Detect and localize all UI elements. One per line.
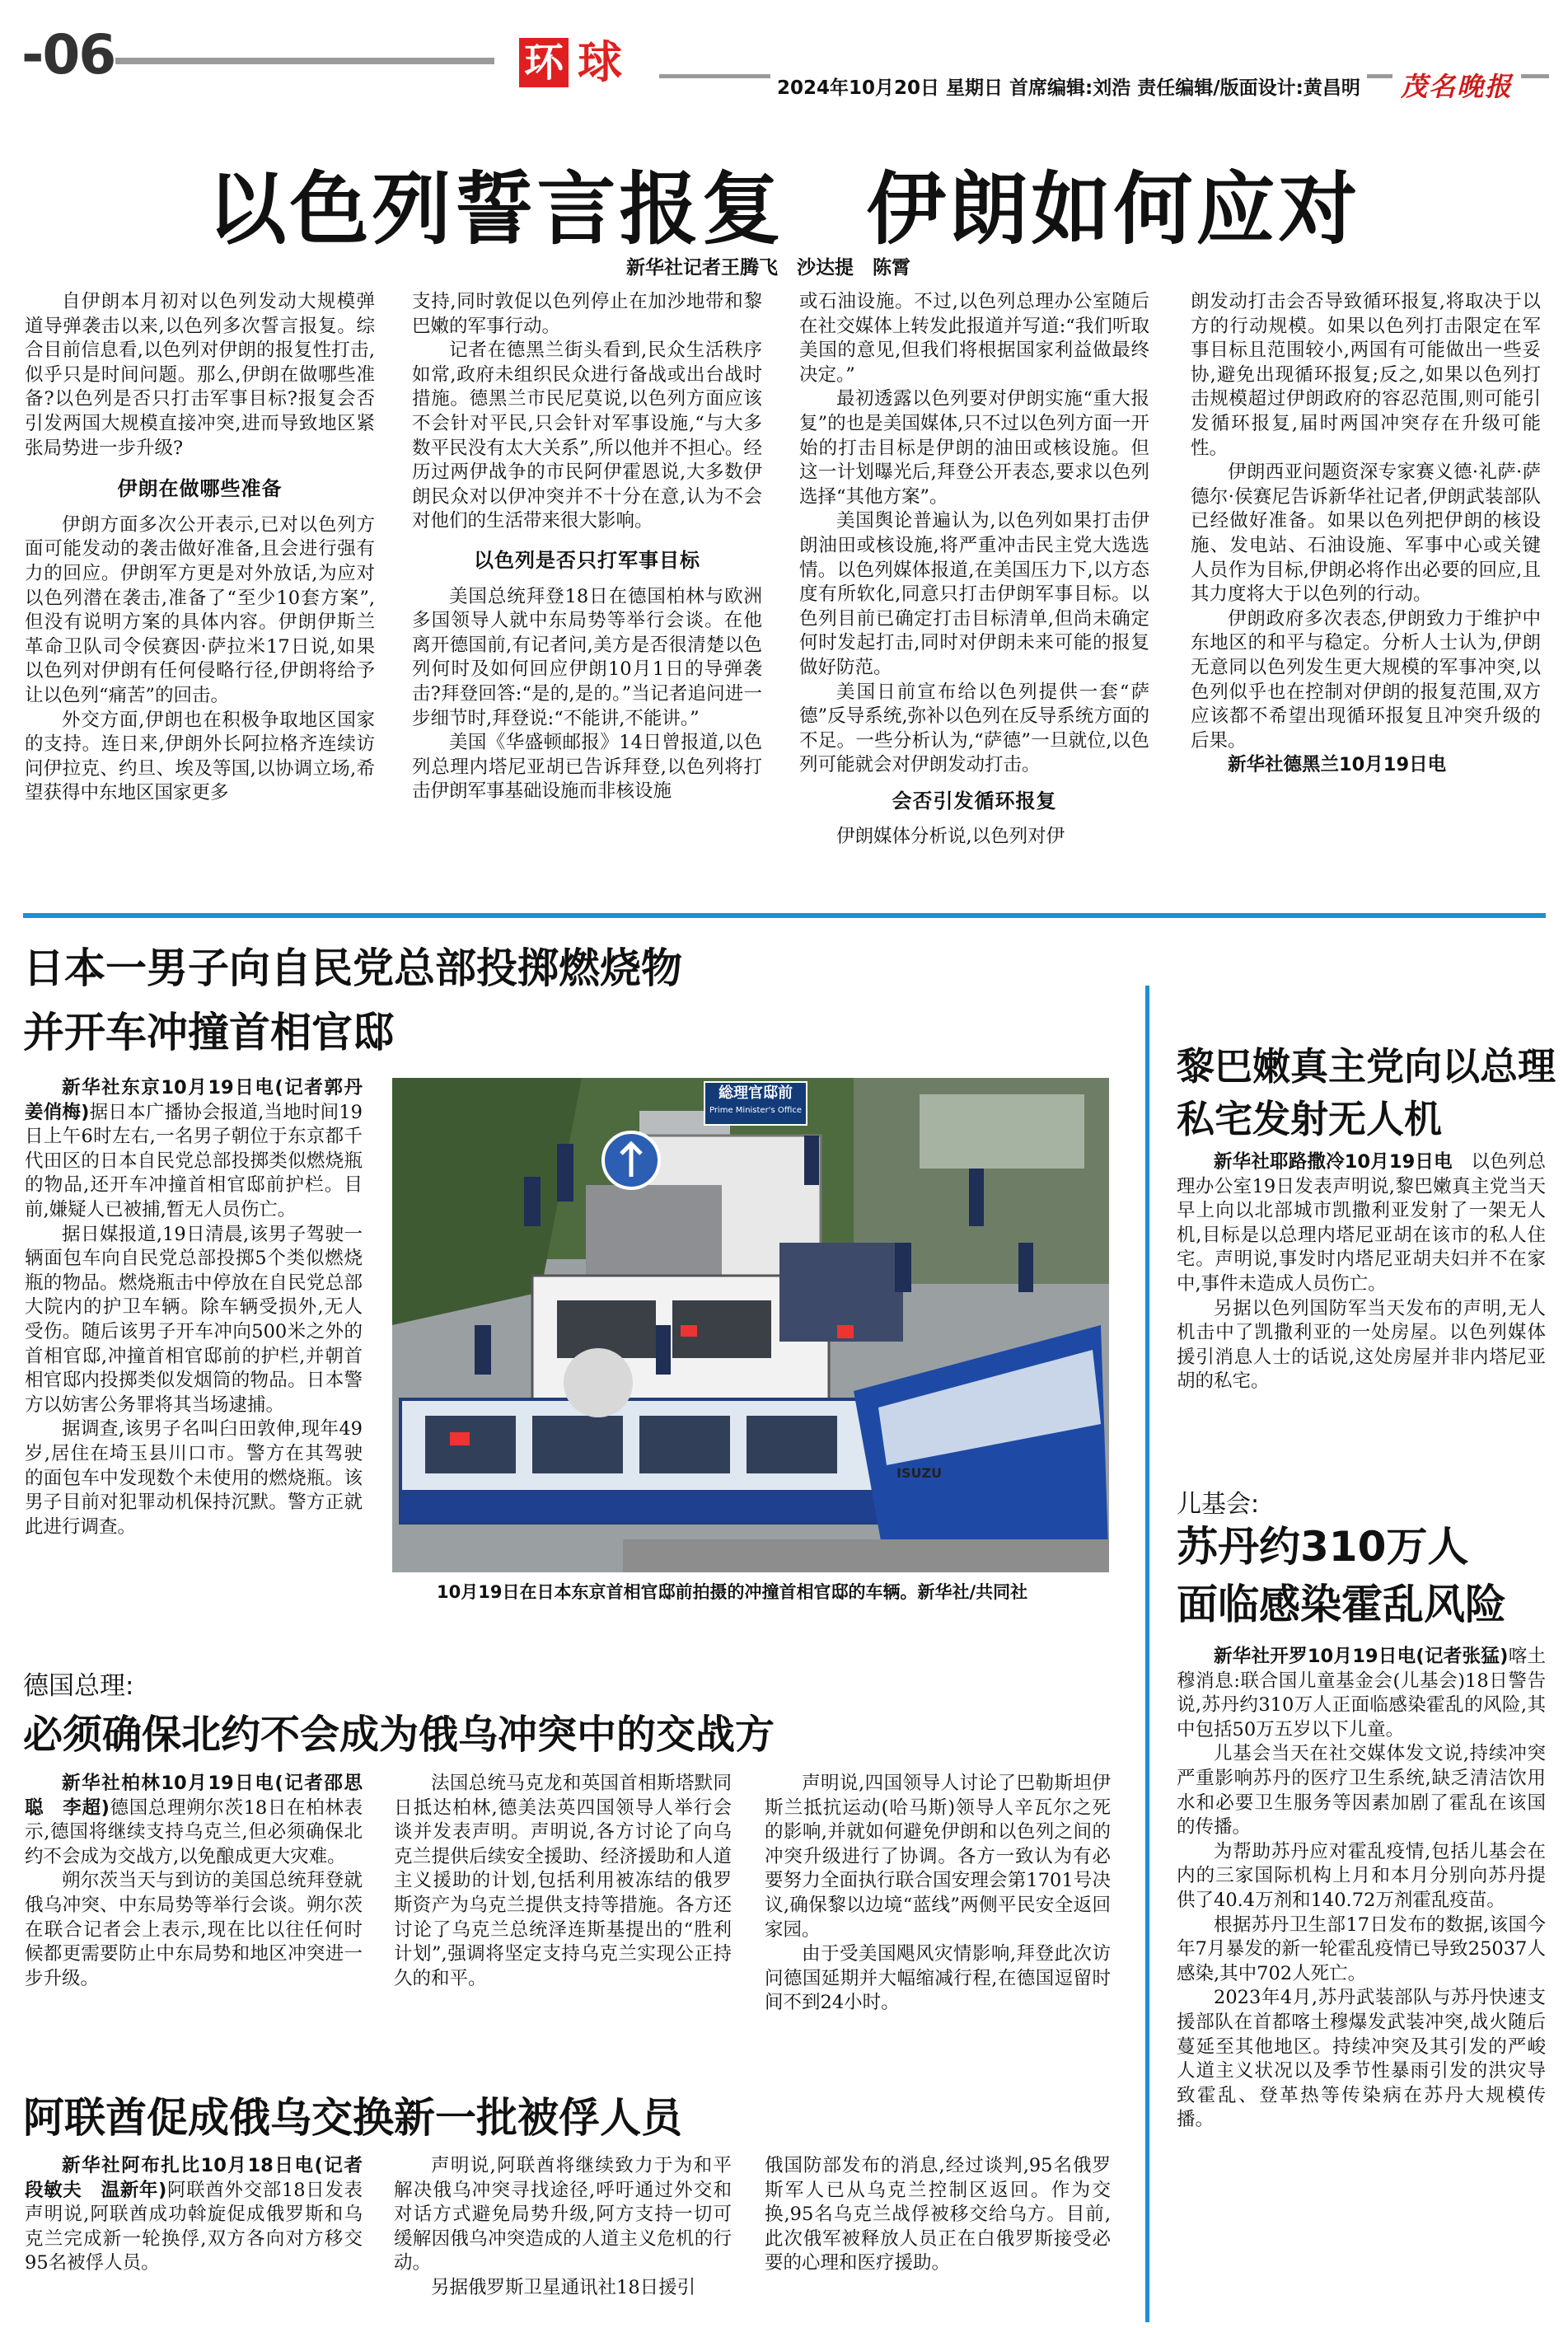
paragraph-text: 德国总理朔尔茨18日在柏林表示,德国将继续支持乌克兰,但必须确保北约不会成为交战方,以免酿成更大灾难。 [25, 1796, 363, 1867]
lead-column-1 [25, 290, 375, 806]
japan-body [25, 1076, 381, 1539]
paragraph-text: 阿联酋外交部18日发表声明说,阿联酋成功斡旋促成俄罗斯和乌克兰完成新一轮换俘,双方各向对方移交95名被俘人员。 [25, 2179, 363, 2274]
uae-column-1 [25, 2154, 363, 2276]
dateline: 新华社东京10月19日电(记者郭丹 姜俏梅) [25, 1077, 381, 1123]
subheading: 伊朗在做哪些准备 [117, 477, 283, 501]
masthead-rule-left [115, 58, 494, 64]
dateline: 新华社柏林10月19日电(记者邵思聪 李超) [25, 1773, 363, 1819]
paragraph: 或石油设施。不过,以色列总理办公室随后在社交媒体上转发此报道并写道:“我们听取美国的意见,但我们将根据国家利益做最终决定。” [799, 291, 1149, 386]
paragraph: 根据苏丹卫生部17日发布的数据,该国今年7月暴发的新一轮霍乱疫情已导致25037人感染,其中702人死亡。 [1177, 1913, 1546, 1984]
paragraph: 为帮助苏丹应对霍乱疫情,包括儿基会在内的三家国际机构上月和本月分别向苏丹提供了40.4万剂和140.72万剂霍乱疫苗。 [1177, 1840, 1546, 1911]
section-divider [23, 913, 1546, 918]
section-char-2: 球 [578, 36, 622, 88]
photo-illustration [392, 1078, 1109, 1572]
sign-off: 新华社德黑兰10月19日电 [1228, 754, 1447, 776]
uae-column-3 [765, 2154, 1111, 2276]
paragraph: 自伊朗本月初对以色列发动大规模弹道导弹袭击以来,以色列多次誓言报复。综合目前信息看,以色列对伊朗的报复性打击,似乎只是时间问题。那么,伊朗在做哪些准备?以色列是否只打击军事目标?报复会否引发两国大规模直接冲突,进而导致地区紧张局势进一步升级? [25, 291, 375, 459]
column-divider [1145, 986, 1149, 2322]
uae-column-2 [394, 2154, 732, 2301]
paragraph: 俄国防部发布的消息,经过谈判,95名俄罗斯军人已从乌克兰控制区返回。作为交换,95名乌克兰战俘被移交给乌方。目前,此次俄军被释放人员正在白俄罗斯接受必要的心理和医疗援助。 [765, 2155, 1111, 2274]
page-number: -06 [21, 23, 115, 87]
germany-headline: 必须确保北约不会成为俄乌冲突中的交战方 [23, 1712, 775, 1758]
photo-sign-japanese: 総理官邸前 [718, 1084, 793, 1102]
paragraph: 法国总统马克龙和英国首相斯塔默同日抵达柏林,德美法英四国领导人举行会谈并发表声明。声明说,各方讨论了向乌克兰提供后续安全援助、经济援助和人道主义援助的计划,包括利用被冻结的俄罗斯资产为乌克兰提供支持等措施。各方还讨论了乌克兰总统泽连斯基提出的“胜利计划”,强调将坚定支持乌克兰实现公正持久的和平。 [394, 1773, 732, 1989]
germany-kicker: 德国总理: [23, 1671, 134, 1701]
lebanon-headline-line-1: 黎巴嫩真主党向以总理 [1177, 1044, 1556, 1089]
section-badge [519, 33, 651, 92]
paragraph: 美国舆论普遍认为,以色列如果打击伊朗油田或核设施,将严重冲击民主党大选选情。以色列媒体报道,在美国压力下,以方态度有所软化,同意只打击伊朗军事目标。以色列目前已确定打击目标清单,但尚未确定何时发起打击,同时对伊朗未来可能的报复做好防范。 [799, 510, 1149, 678]
paragraph: 另据俄罗斯卫星通讯社18日援引 [431, 2276, 696, 2298]
lebanon-body [1177, 1150, 1546, 1394]
paragraph: 记者在德黑兰街头看到,民众生活秩序如常,政府未组织民众进行备战或出台战时措施。德黑兰市民尼莫说,以色列方面应该不会针对平民,只会针对军事设施,“与大多数平民没有太大关系”,所以他并不担心。经历过两伊战争的市民阿伊霍恩说,大多数伊朗民众对以伊冲突并不十分在意,认为不会对他们的生活带来很大影响。 [412, 340, 762, 532]
paragraph: 支持,同时敦促以色列停止在加沙地带和黎巴嫩的军事行动。 [412, 291, 762, 337]
dateline: 新华社耶路撒冷10月19日电 [1214, 1151, 1453, 1173]
photo-sign-english: Prime Minister's Office [709, 1106, 803, 1115]
paragraph [25, 2154, 363, 2276]
paragraph: 伊朗媒体分析说,以色列对伊 [836, 826, 1065, 848]
paragraph: 2023年4月,苏丹武装部队与苏丹快速支援部队在首都喀土穆爆发武装冲突,战火随后蔓延至其他地区。持续冲突及其引发的严峻人道主义状况以及季节性暴雨引发的洪灾导致霍乱、登革热等传染病在苏丹大规模传播。 [1177, 1987, 1546, 2131]
japan-headline-line-2: 并开车冲撞首相官邸 [23, 1009, 394, 1056]
photo-bus-brand: ISUZU [896, 1465, 943, 1481]
paragraph: 美国日前宣布给以色列提供一套“萨德”反导系统,弥补以色列在反导系统方面的不足。一些分析认为,“萨德”一旦就位,以色列可能就会对伊朗发动打击。 [799, 681, 1149, 776]
paragraph: 据日媒报道,19日清晨,该男子驾驶一辆面包车向自民党总部投掷5个类似燃烧瓶的物品。燃烧瓶击中停放在自民党总部大院内的护卫车辆。除车辆受损外,无人受伤。随后该男子开车冲向500米之外的首相官邸,冲撞首相官邸前的护栏,并朝首相官邸内投掷类似发烟筒的物品。日本警方以妨害公务罪将其当场逮捕。 [25, 1223, 363, 1416]
lead-column-4 [1191, 290, 1541, 778]
paragraph-text: 以色列总理办公室19日发表声明说,黎巴嫩真主党当天早上向以北部城市凯撒利亚发射了一架无人机,目标是以总理内塔尼亚胡在该市的私人住宅。声明说,事发时内塔尼亚胡夫妇并不在家中,事件未造成人员伤亡。 [1177, 1151, 1546, 1295]
paragraph: 伊朗方面多次公开表示,已对以色列方面可能发动的袭击做好准备,且会进行强有力的回应。伊朗军方更是对外放话,为应对以色列潜在袭击,准备了“至少10套方案”,但没有说明方案的具体内容。伊朗伊斯兰革命卫队司令侯赛因·萨拉米17日说,如果以色列对伊朗有任何侵略行径,伊朗将给予让以色列“痛苦”的回击。 [25, 513, 375, 706]
paragraph-text: 喀土穆消息:联合国儿童基金会(儿基会)18日警告说,苏丹约310万人正面临感染霍乱的风险,其中包括50万五岁以下儿童。 [1177, 1646, 1546, 1740]
paragraph: 声明说,阿联酋将继续致力于为和平解决俄乌冲突寻找途径,呼吁通过外交和对话方式避免局势升级,阿方支持一切可缓解因俄乌冲突造成的人道主义危机的行动。 [394, 2155, 732, 2274]
paragraph: 由于受美国飓风灾情影响,拜登此次访问德国延期并大幅缩减行程,在德国逗留时间不到24小时。 [765, 1943, 1111, 2014]
photo-sign [704, 1081, 807, 1126]
dateline: 新华社阿布扎比10月18日电(记者段敏夫 温新年) [25, 2155, 363, 2201]
paragraph-text: 据日本广播协会报道,当地时间19日上午6时左右,一名男子朝位于东京都千代田区的日本自民党总部投掷类似燃烧瓶的物品,还开车冲撞首相官邸前护栏。目前,嫌疑人已被捕,暂无人员伤亡。 [25, 1101, 363, 1220]
paragraph [25, 1772, 363, 1869]
lead-headline [0, 147, 1568, 260]
paragraph: 美国总统拜登18日在德国柏林与欧洲多国领导人就中东局势等举行会谈。在他离开德国前,有记者问,美方是否很清楚以色列何时及如何回应伊朗10月1日的导弹袭击?拜登回答:“是的,是的。”当记者追问进一步细节时,拜登说:“不能讲,不能讲。” [412, 585, 762, 729]
paragraph: 朔尔茨当天与到访的美国总统拜登就俄乌冲突、中东局势等举行会谈。朔尔茨在联合记者会上表示,现在比以往任何时候都更需要防止中东局势和地区冲突进一步升级。 [25, 1870, 363, 1989]
paragraph: 伊朗西亚问题资深专家赛义德·礼萨·萨德尔·侯赛尼告诉新华社记者,伊朗武装部队已经做好准备。如果以色列把伊朗的核设施、发电站、石油设施、军事中心或关键人员作为目标,伊朗必将作出必要的回应,且其力度将大于以色列的行动。 [1191, 461, 1541, 606]
paragraph [25, 1076, 381, 1223]
japan-headline-line-1: 日本一男子向自民党总部投掷燃烧物 [23, 944, 682, 992]
subheading: 以色列是否只打军事目标 [474, 548, 700, 572]
newspaper-logo: 茂名晚报 [1392, 66, 1521, 104]
paragraph: 儿基会当天在社交媒体发文说,持续冲突严重影响苏丹的医疗卫生系统,缺乏清洁饮用水和必要卫生服务等因素加剧了霍乱在该国的传播。 [1177, 1743, 1546, 1839]
paragraph: 伊朗政府多次表态,伊朗致力于维护中东地区的和平与稳定。分析人士认为,伊朗无意同以色列发生更大规模的军事冲突,以色列似乎也在控制对伊朗的报复范围,双方应该都不希望出现循环报复且冲突升级的后果。 [1191, 607, 1541, 752]
sudan-kicker: 儿基会: [1177, 1490, 1260, 1519]
lead-column-2 [412, 290, 762, 804]
section-char-1: 环 [519, 38, 569, 87]
news-photo [392, 1078, 1109, 1572]
paragraph: 美国《华盛顿邮报》14日曾报道,以色列总理内塔尼亚胡已告诉拜登,以色列将打击伊朗军事基础设施而非核设施 [412, 732, 762, 803]
lebanon-headline [1177, 1040, 1556, 1145]
sudan-body [1177, 1645, 1546, 2133]
germany-column-3 [765, 1772, 1111, 2016]
paragraph: 声明说,四国领导人讨论了巴勒斯坦伊斯兰抵抗运动(哈马斯)领导人辛瓦尔之死的影响,并就如何避免伊朗和以色列之间的冲突升级进行了协调。各方一致认为有必要努力全面执行联合国安理会第1701号决议,确保黎以边境“蓝线”两侧平民安全返回家园。 [765, 1773, 1111, 1941]
subheading: 会否引发循环报复 [892, 789, 1057, 813]
paragraph: 朗发动打击会否导致循环报复,将取决于以方的行动规模。如果以色列打击限定在军事目标且范围较小,两国有可能做出一些妥协,避免出现循环报复;反之,如果以色列打击规模超过伊朗政府的容忍范围,则可能引发循环报复,届时两国冲突存在升级可能性。 [1191, 291, 1541, 459]
uae-headline: 阿联酋促成俄乌交换新一批被俘人员 [23, 2094, 682, 2142]
paragraph [1177, 1150, 1546, 1297]
sudan-headline [1177, 1518, 1506, 1633]
japan-headline [23, 936, 682, 1065]
germany-column-1 [25, 1772, 363, 1991]
lead-headline-part-b: 伊朗如何应对 [866, 163, 1361, 255]
paragraph: 据调查,该男子名叫臼田敦伸,现年49岁,居住在埼玉县川口市。警方在其驾驶的面包车中发现数个未使用的燃烧瓶。该男子目前对犯罪动机保持沉默。警方正就此进行调查。 [25, 1418, 363, 1538]
lead-byline: 新华社记者王腾飞 沙达提 陈霄 [626, 257, 910, 279]
lebanon-headline-line-2: 私宅发射无人机 [1177, 1097, 1442, 1141]
lead-column-3 [799, 290, 1149, 850]
dateline: 新华社开罗10月19日电(记者张猛) [1214, 1646, 1509, 1667]
paragraph: 另据以色列国防军当天发布的声明,无人机击中了凯撒利亚的一处房屋。以色列媒体援引消息人士的话说,这处房屋并非内塔尼亚胡的私宅。 [1177, 1297, 1546, 1393]
germany-column-2 [394, 1772, 732, 1991]
sudan-headline-line-2: 面临感染霍乱风险 [1177, 1581, 1506, 1628]
paragraph: 外交方面,伊朗也在积极争取地区国家的支持。连日来,伊朗外长阿拉格齐连续访问伊拉克、约旦、埃及等国,以协调立场,希望获得中东地区国家更多 [25, 709, 375, 804]
photo-caption: 10月19日在日本东京首相官邸前拍摄的冲撞首相官邸的车辆。新华社/共同社 [437, 1582, 1028, 1602]
paragraph: 最初透露以色列要对伊朗实施“重大报复”的也是美国媒体,只不过以色列方面一开始的打击目标是伊朗的油田或核设施。但这一计划曝光后,拜登公开表态,要求以色列选择“其他方案”。 [799, 388, 1149, 508]
sudan-headline-line-1: 苏丹约310万人 [1177, 1523, 1469, 1571]
lead-headline-part-a: 以色列誓言报复 [207, 163, 784, 255]
paragraph [1177, 1645, 1546, 1742]
masthead-info: 2024年10月20日 星期日 首席编辑:刘浩 责任编辑/版面设计:黄昌明 [770, 73, 1367, 100]
